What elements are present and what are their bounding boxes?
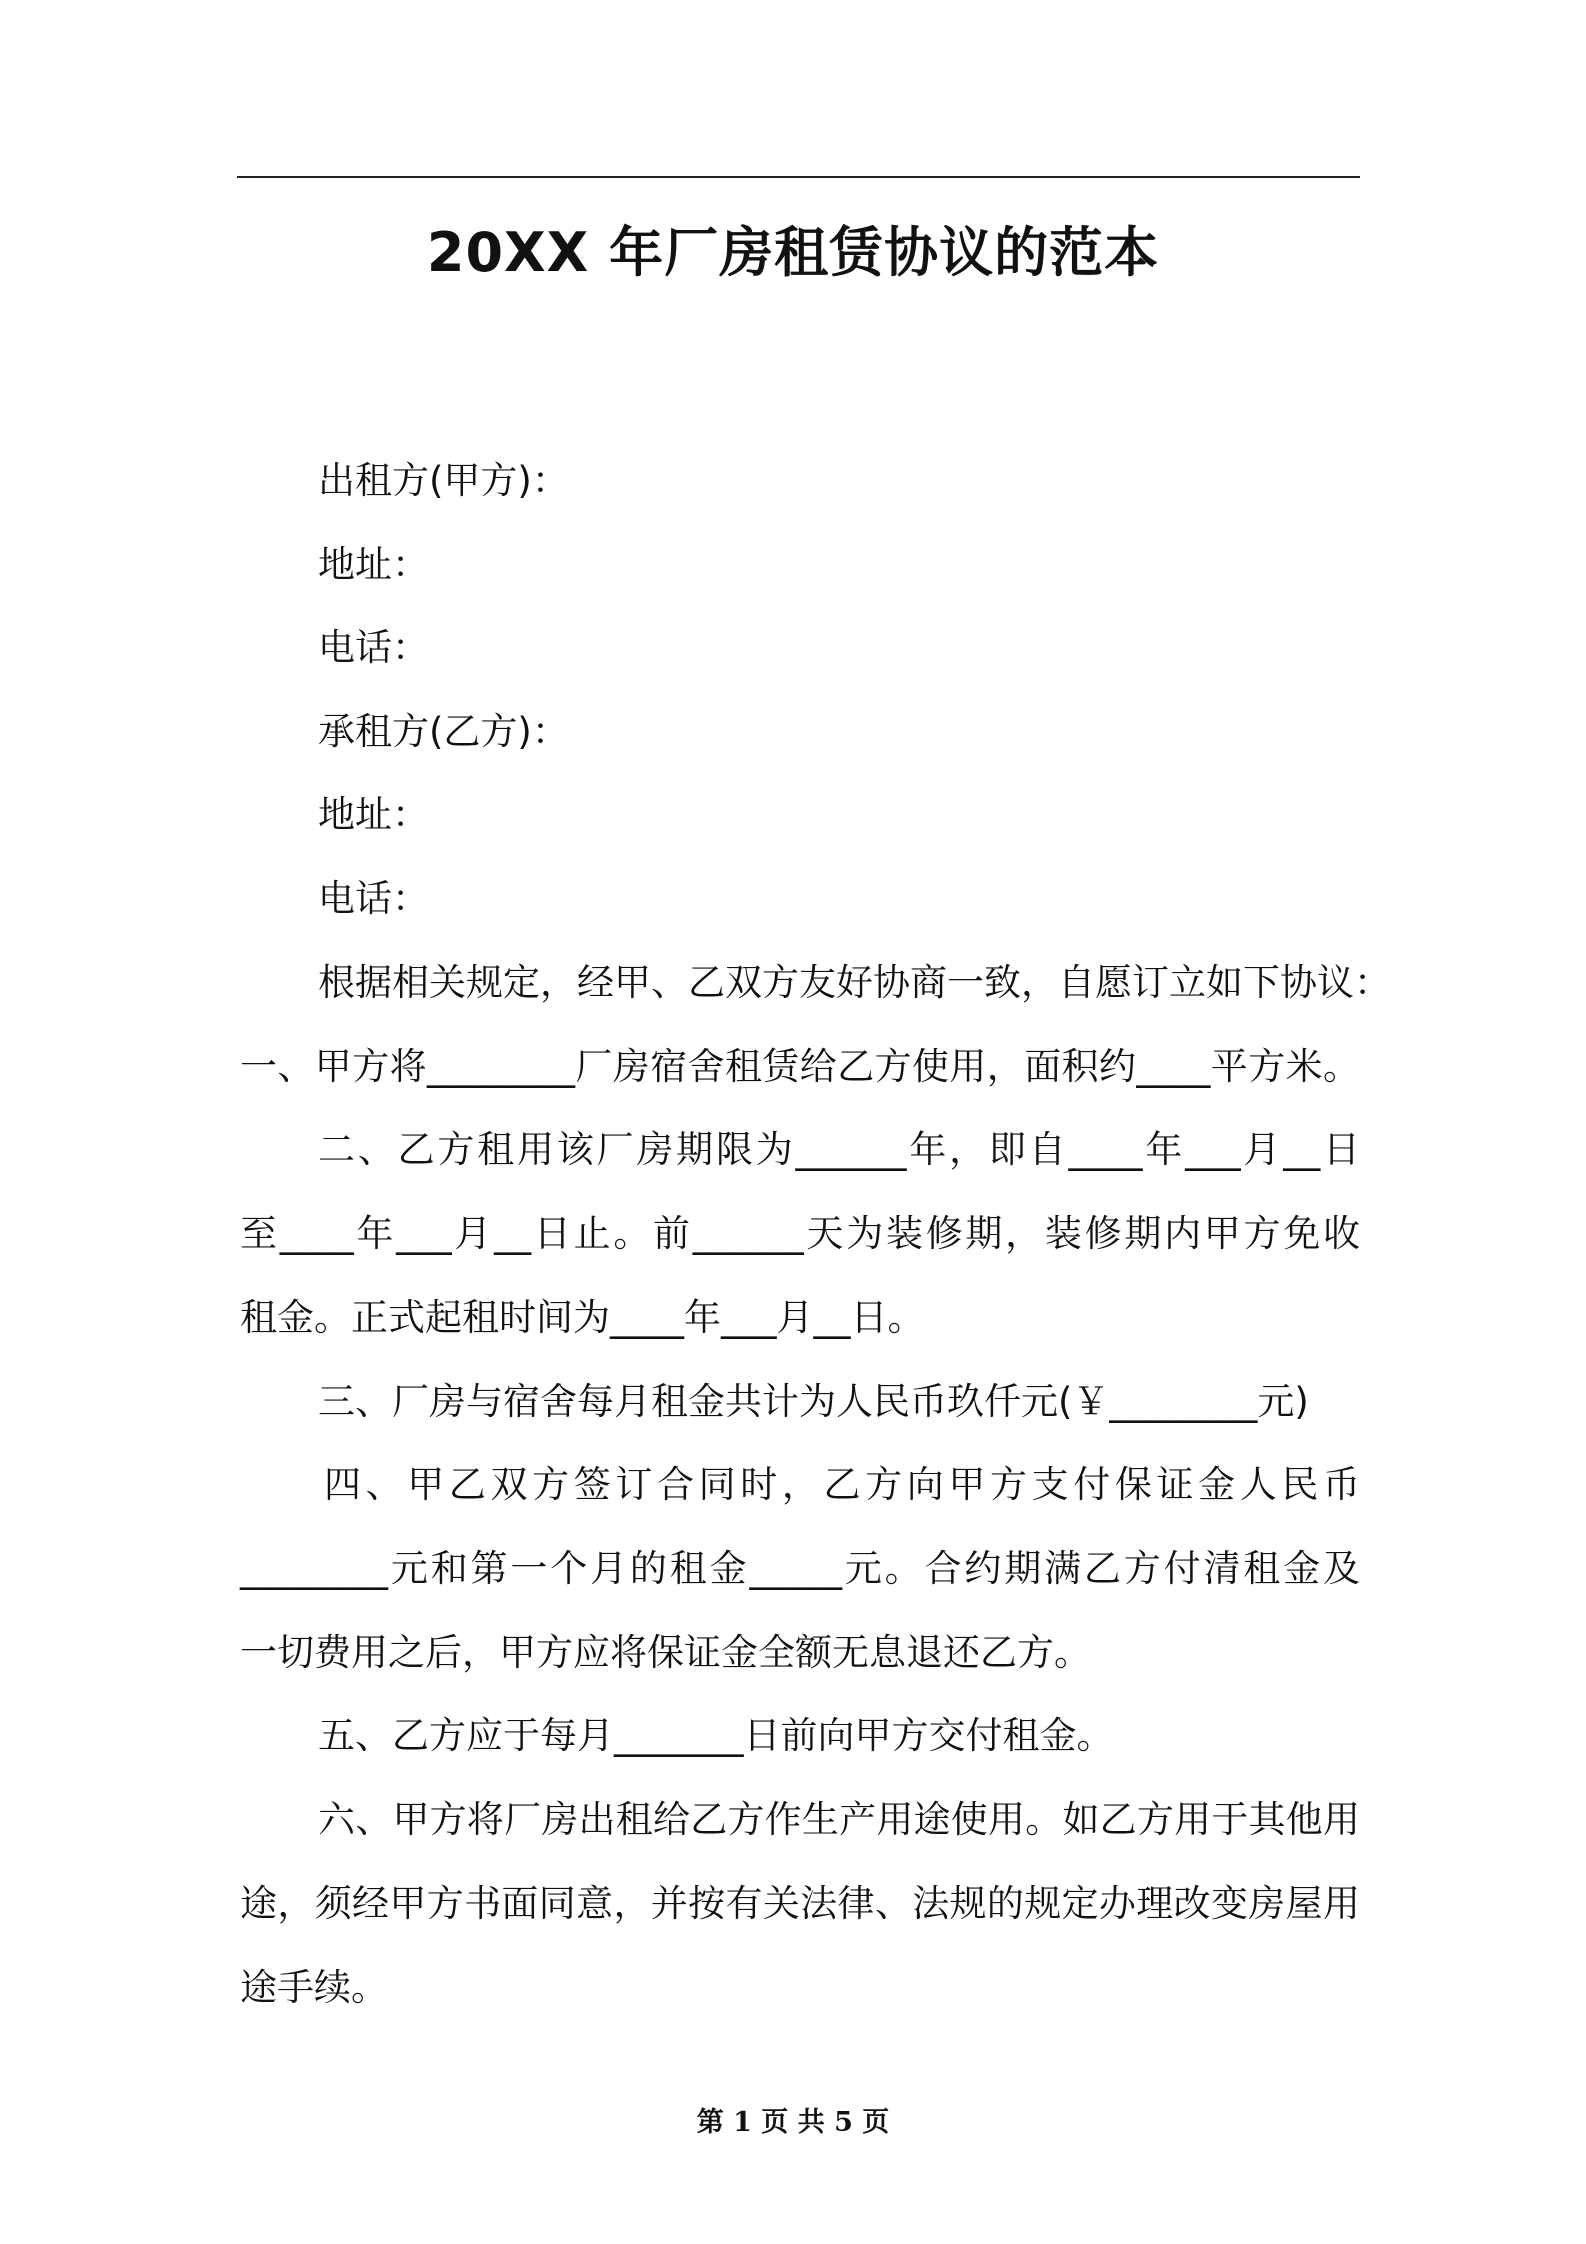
- lessor-address-label: 地址：: [318, 543, 429, 586]
- header-rule: [237, 176, 1360, 178]
- clause-6-line-1: 六、甲方将厂房出租给乙方作生产用途使用。如乙方用于其他用: [318, 1798, 1360, 1841]
- lessee-label: 承租方(乙方)：: [318, 710, 569, 753]
- clause-4-line-2: ________元和第一个月的租金_____元。合约期满乙方付清租金及: [240, 1547, 1360, 1590]
- clause-2-line-2: 至____年___月__日止。前______天为装修期，装修期内甲方免收: [240, 1212, 1360, 1255]
- clause-1: 一、甲方将________厂房宿舍租赁给乙方使用，面积约____平方米。: [240, 1045, 1360, 1088]
- page-footer: 第 1 页 共 5 页: [696, 2107, 890, 2138]
- preamble: 根据相关规定，经甲、乙双方友好协商一致，自愿订立如下协议：: [318, 961, 1391, 1004]
- clause-3: 三、厂房与宿舍每月租金共计为人民币玖仟元(￥________元): [318, 1380, 1309, 1423]
- lessor-phone-label: 电话：: [318, 626, 429, 669]
- clause-6-line-2: 途，须经甲方书面同意，并按有关法律、法规的规定办理改变房屋用: [240, 1882, 1360, 1925]
- clause-2-line-1: 二、乙方租用该厂房期限为______年，即自____年___月__日: [318, 1128, 1360, 1171]
- lessor-label: 出租方(甲方)：: [318, 459, 569, 502]
- lessee-address-label: 地址：: [318, 793, 429, 836]
- clause-4-line-3: 一切费用之后，甲方应将保证金全额无息退还乙方。: [240, 1631, 1091, 1674]
- lessee-phone-label: 电话：: [318, 877, 429, 920]
- clause-6-line-3: 途手续。: [240, 1966, 388, 2009]
- clause-2-line-3: 租金。正式起租时间为____年___月__日。: [240, 1296, 925, 1339]
- document-title: 20XX 年厂房租赁协议的范本: [426, 221, 1160, 284]
- clause-4-line-1: 四、甲乙双方签订合同时，乙方向甲方支付保证金人民币: [324, 1463, 1360, 1506]
- clause-5: 五、乙方应于每月_______日前向甲方交付租金。: [318, 1714, 1114, 1757]
